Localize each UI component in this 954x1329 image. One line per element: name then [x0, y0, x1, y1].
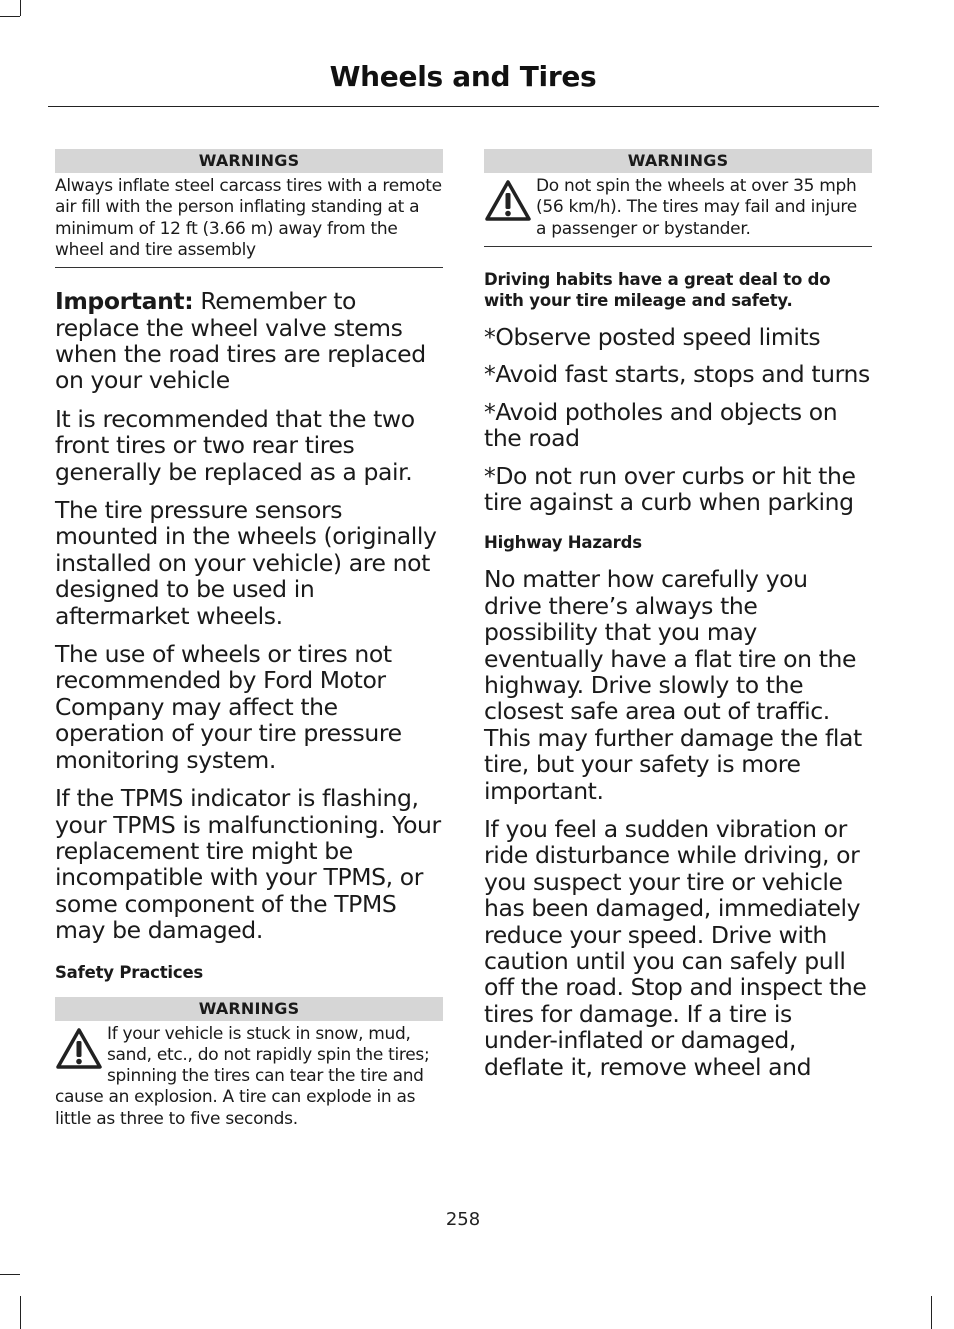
section-heading-safety: Safety Practices: [55, 962, 204, 982]
important-label: Important:: [55, 287, 194, 316]
warning-text: If your vehicle is stuck in snow, mud, sand, etc., do not rapidly spin the tires; spinning the tires can tear the tire and cause an explosion. A tire can explode in as little as three to five seconds.: [55, 1023, 430, 1129]
header-rule: [48, 106, 879, 107]
warning-text: Do not spin the wheels at over 35 mph (56 km/h). The tires may fail and injure a passenger or bystander.: [536, 176, 857, 239]
section-heading-highway: Highway Hazards: [484, 533, 642, 553]
paragraph-pair-replacement: It is recommended that the two front tires or two rear tires generally be replaced as a pair.: [55, 404, 415, 486]
crop-mark: [0, 1274, 20, 1275]
crop-mark: [20, 1296, 21, 1329]
warning-box-inflate: [55, 149, 443, 268]
bullet-speed-limits: *Observe posted speed limits: [484, 322, 821, 351]
warning-heading: WARNINGS: [55, 997, 443, 1021]
bullet-fast-starts: *Avoid fast starts, stops and turns: [484, 360, 870, 389]
crop-mark: [0, 16, 20, 17]
bullet-potholes: *Avoid potholes and objects on the road: [484, 397, 838, 453]
important-text: Remember to replace the wheel valve stems when the road tires are replaced on your vehicle: [55, 287, 426, 395]
page-title: Wheels and Tires: [329, 60, 597, 93]
warning-body: [55, 1021, 443, 1136]
important-note: [55, 288, 443, 394]
warning-triangle-icon: [484, 179, 532, 223]
crop-mark: [20, 0, 21, 16]
paragraph-sensors: The tire pressure sensors mounted in the wheels (originally installed on your vehicle) are not designed to be used in aftermarket wheels.: [55, 496, 437, 630]
bullet-curbs: *Do not run over curbs or hit the tire against a curb when parking: [484, 461, 856, 516]
warning-heading: WARNINGS: [55, 149, 443, 173]
crop-mark: [931, 1296, 932, 1329]
warning-text: Always inflate steel carcass tires with a remote air fill with the person inflating standing at a minimum of 12 ft (3.66 m) away from the wheel and tire assembly: [55, 173, 443, 268]
paragraph-wheels-not-recommended: The use of wheels or tires not recommended by Ford Motor Company may affect the operation of your tire pressure monitoring system.: [55, 640, 402, 774]
left-column: [55, 149, 443, 1136]
warning-box-speed: [484, 149, 872, 247]
paragraph-flat-tire: No matter how carefully you drive there’s always the possibility that you may eventually have a flat tire on the highway. Drive slowly to the closest safe area out of traffic. This may further damage the flat tire, but your safety is more important.: [484, 565, 862, 805]
right-column: [484, 149, 872, 1080]
warning-heading: WARNINGS: [484, 149, 872, 173]
paragraph-tpms-flashing: If the TPMS indicator is flashing, your TPMS is malfunctioning. Your replacement tire might be incompatible with your TPMS, or some component of the TPMS may be damaged.: [55, 784, 441, 945]
driving-habits-heading: Driving habits have a great deal to do with your tire mileage and safety.: [484, 269, 831, 310]
warning-box-spin: [55, 997, 443, 1136]
paragraph-vibration: If you feel a sudden vibration or ride disturbance while driving, or you suspect your tire or vehicle has been damaged, immediately reduce your speed. Drive with caution until you can safely pull off the road. Stop and inspect the tires for damage. If a tire is under-inflated or damaged, deflate it, remove wheel and: [484, 814, 867, 1081]
warning-triangle-icon: [55, 1027, 103, 1071]
page-number: 258: [445, 1209, 481, 1230]
warning-body: [484, 173, 872, 247]
